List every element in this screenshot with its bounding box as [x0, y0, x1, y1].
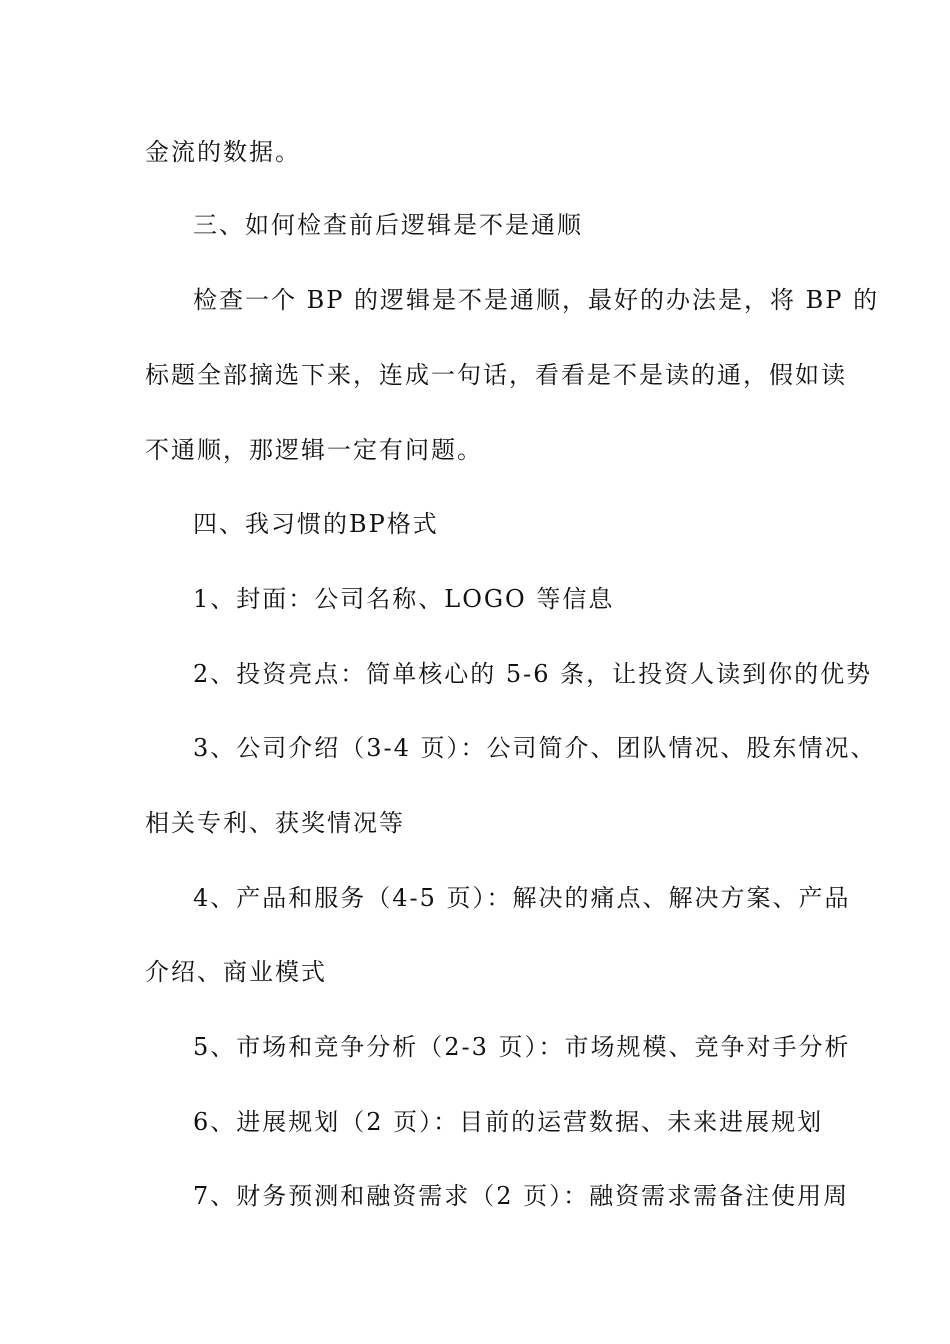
text-line: 不通顺，那逻辑一定有问题。	[145, 436, 483, 464]
list-item: 2、投资亮点：简单核心的 5-6 条，让投资人读到你的优势	[193, 660, 873, 688]
list-item: 1、封面：公司名称、LOGO 等信息	[193, 585, 615, 613]
section-heading: 四、我习惯的BP格式	[193, 510, 439, 538]
list-item: 3、公司介绍（3-4 页）：公司简介、团队情况、股东情况、	[193, 734, 877, 762]
section-heading: 三、如何检查前后逻辑是不是通顺	[193, 211, 583, 239]
list-item: 7、财务预测和融资需求（2 页）：融资需求需备注使用周	[193, 1182, 850, 1210]
text-line: 检查一个 BP 的逻辑是不是通顺，最好的办法是，将 BP 的	[193, 286, 880, 314]
text-line: 标题全部摘选下来，连成一句话，看看是不是读的通，假如读	[145, 361, 847, 389]
list-item: 6、进展规划（2 页）：目前的运营数据、未来进展规划	[193, 1108, 824, 1136]
text-line: 金流的数据。	[145, 138, 301, 166]
list-item-continuation: 相关专利、获奖情况等	[145, 809, 405, 837]
list-item: 5、市场和竞争分析（2-3 页）：市场规模、竞争对手分析	[193, 1033, 851, 1061]
list-item: 4、产品和服务（4-5 页）：解决的痛点、解决方案、产品	[193, 884, 851, 912]
list-item-continuation: 介绍、商业模式	[145, 958, 327, 986]
